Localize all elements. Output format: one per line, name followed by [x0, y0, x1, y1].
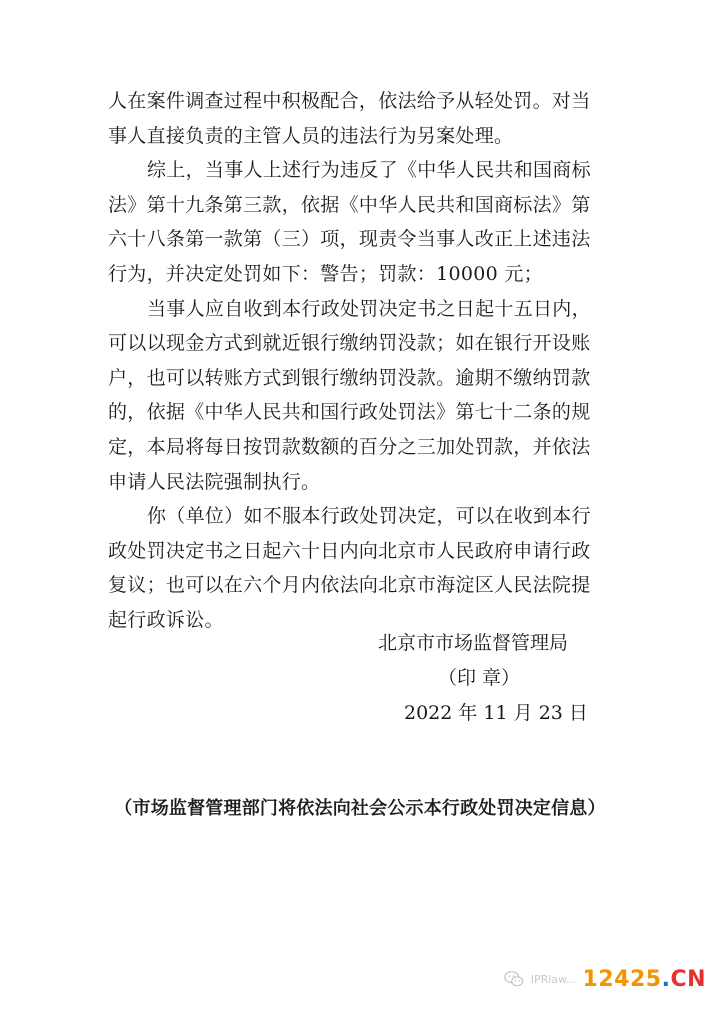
text-line: 可以以现金方式到就近银行缴纳罚没款；如在银行开设账 — [108, 332, 591, 355]
text-line: 政处罚决定书之日起六十日内向北京市人民政府申请行政 — [108, 539, 591, 562]
issue-date: 2022 年 11 月 23 日 — [404, 702, 588, 724]
text-line: 当事人应自收到本行政处罚决定书之日起十五日内， — [147, 297, 591, 320]
text-line: 六十八条第一款第（三）项，现责令当事人改正上述违法 — [108, 228, 591, 251]
watermark — [503, 962, 706, 996]
text-line: 复议；也可以在六个月内依法向北京市海淀区人民法院提 — [108, 574, 591, 597]
public-notice: （市场监督管理部门将依法向社会公示本行政处罚决定信息） — [114, 798, 606, 819]
text-line: 起行政诉讼。 — [108, 608, 224, 631]
logo-dot: . — [661, 966, 671, 992]
text-line: 行为，并决定处罚如下：警告；罚款：10000 元； — [108, 262, 543, 285]
text-line: 申请人民法院强制执行。 — [108, 470, 321, 493]
paragraph — [108, 84, 608, 153]
document-body — [108, 84, 608, 638]
text-line: 户，也可以转账方式到银行缴纳罚没款。逾期不缴纳罚款 — [108, 366, 591, 389]
paragraph — [108, 153, 608, 291]
site-logo — [583, 967, 706, 992]
logo-number: 12425 — [582, 966, 662, 992]
text-line: 综上，当事人上述行为违反了《中华人民共和国商标 — [147, 159, 591, 182]
seal-mark: （印 章） — [438, 667, 521, 689]
text-line: 事人直接负责的主管人员的违法行为另案处理。 — [108, 124, 514, 147]
logo-suffix: CN — [670, 966, 706, 992]
watermark-faint-text: IPRlaw... — [530, 972, 577, 986]
text-line: 的，依据《中华人民共和国行政处罚法》第七十二条的规 — [108, 401, 591, 424]
paragraph — [108, 292, 608, 500]
text-line: 定，本局将每日按罚款数额的百分之三加处罚款，并依法 — [108, 435, 591, 458]
text-line: 你（单位）如不服本行政处罚决定，可以在收到本行 — [147, 505, 591, 528]
wechat-icon — [503, 968, 525, 990]
paragraph — [108, 499, 608, 637]
text-line: 法》第十九条第三款，依据《中华人民共和国商标法》第 — [108, 193, 591, 216]
text-line: 人在案件调查过程中积极配合，依法给予从轻处罚。对当 — [108, 90, 591, 112]
issuing-organization: 北京市市场监督管理局 — [378, 632, 569, 654]
